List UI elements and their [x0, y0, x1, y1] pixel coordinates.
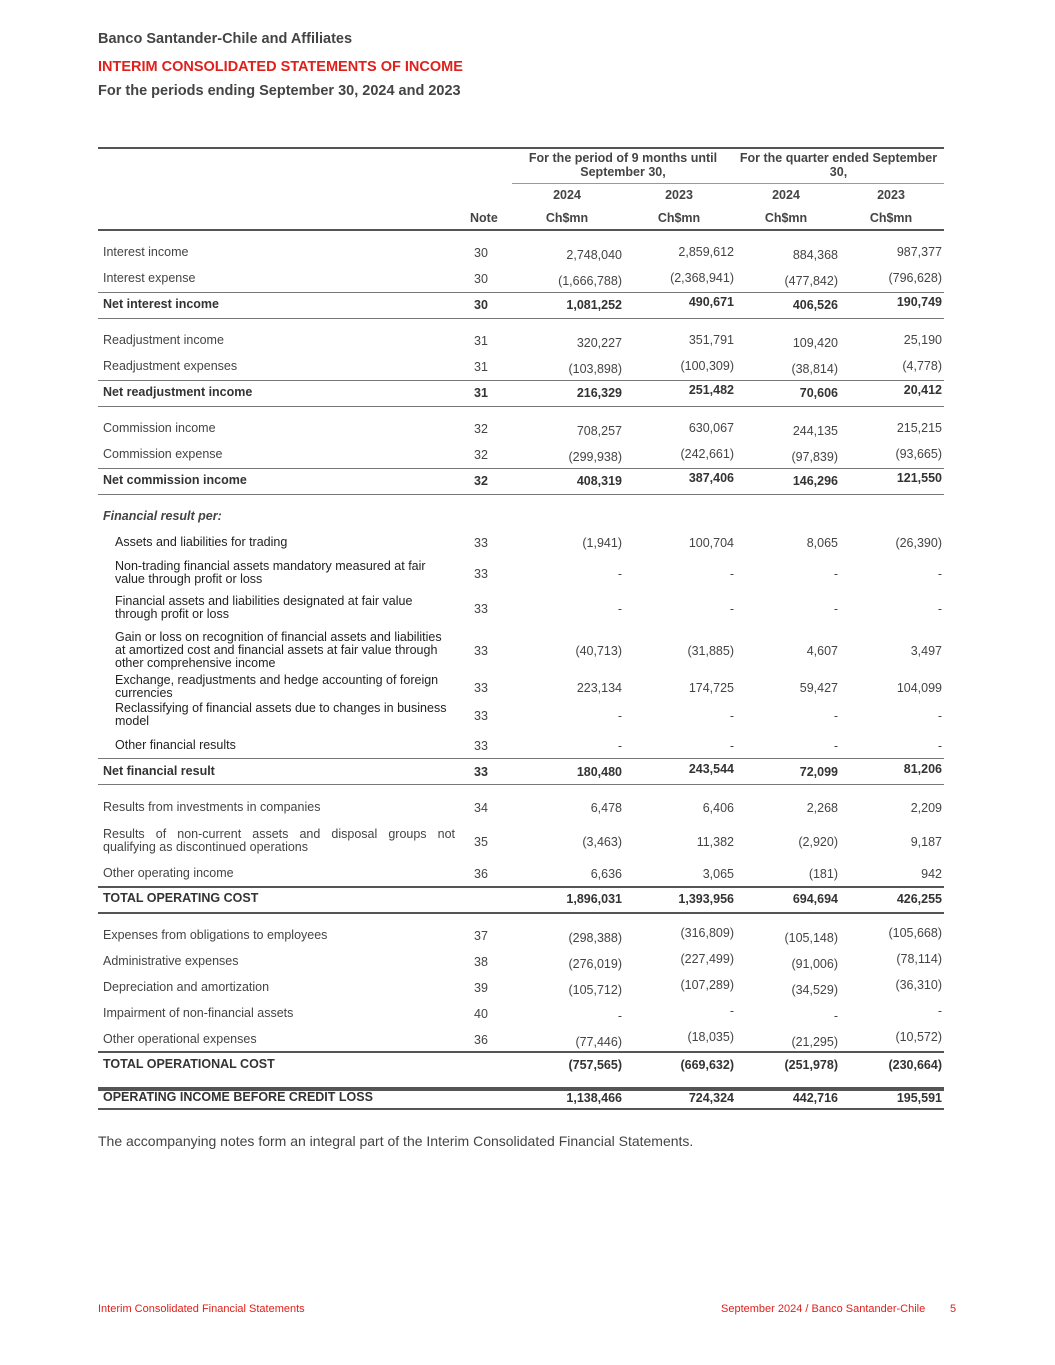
- row-value: (10,572): [895, 1030, 942, 1044]
- row-value: 2,748,040: [566, 248, 622, 262]
- row-value: -: [937, 708, 942, 723]
- year-header: 2024: [772, 188, 800, 202]
- row-value: 180,480: [576, 765, 622, 779]
- row-value: (26,390): [895, 536, 942, 550]
- column-group-quarter: For the quarter ended September 30,: [739, 151, 938, 179]
- row-value: -: [617, 601, 622, 616]
- row-label: Results from investments in companies: [103, 800, 321, 814]
- row-value: 70,606: [799, 386, 838, 400]
- row-note: 31: [474, 386, 488, 400]
- row-value: 59,427: [799, 680, 838, 695]
- row-value: 4,607: [806, 644, 838, 658]
- row-value: 387,406: [688, 471, 734, 485]
- row-value: 6,406: [702, 801, 734, 815]
- table-rule: [98, 886, 944, 888]
- row-value: 408,319: [576, 474, 622, 488]
- row-value: (38,814): [791, 362, 838, 376]
- row-value: (251,978): [784, 1058, 838, 1072]
- row-value: 243,544: [688, 762, 734, 776]
- row-value: (316,809): [680, 926, 734, 940]
- table-rule: [98, 292, 944, 293]
- row-note: 33: [474, 536, 488, 550]
- row-label: Other operating income: [103, 866, 234, 880]
- row-label: Results of non-current assets and disposal groups not qualifying as discontinued operations: [103, 827, 455, 854]
- row-note: 40: [474, 1007, 488, 1021]
- row-label: Readjustment expenses: [103, 359, 238, 373]
- row-label: Gain or loss on recognition of financial assets and liabilities at amortized cost and financial assets at fair value through other comprehensive income: [115, 630, 442, 670]
- row-label: Depreciation and amortization: [103, 980, 270, 994]
- row-value: -: [617, 708, 622, 723]
- table-rule: [98, 784, 944, 785]
- row-note: 33: [474, 680, 488, 695]
- table-rule: [98, 1108, 944, 1110]
- group-underline: [738, 183, 944, 184]
- row-value: (1,666,788): [558, 274, 622, 288]
- row-value: (36,310): [895, 978, 942, 992]
- row-value: 2,859,612: [678, 245, 734, 259]
- table-rule: [98, 912, 944, 914]
- row-value: 6,636: [590, 867, 622, 881]
- row-note: 31: [474, 360, 488, 374]
- row-note: 36: [474, 1033, 488, 1047]
- row-value: 146,296: [792, 474, 838, 488]
- row-value: -: [937, 739, 942, 753]
- row-value: 320,227: [576, 336, 622, 350]
- row-value: 884,368: [792, 248, 838, 262]
- row-label: Impairment of non-financial assets: [103, 1006, 294, 1020]
- row-label: Financial result per:: [103, 509, 222, 523]
- table-rule: [98, 1051, 944, 1053]
- row-value: 223,134: [576, 680, 622, 695]
- row-value: 351,791: [688, 333, 734, 347]
- row-note: 33: [474, 708, 488, 723]
- row-value: -: [729, 708, 734, 723]
- table-rule: [98, 758, 944, 759]
- row-value: 195,591: [896, 1091, 942, 1105]
- row-value: 216,329: [576, 386, 622, 400]
- year-header: 2023: [665, 188, 693, 202]
- row-value: (97,839): [791, 450, 838, 464]
- row-value: 121,550: [896, 471, 942, 485]
- row-note: 36: [474, 867, 488, 881]
- row-value: 244,135: [792, 424, 838, 438]
- row-value: (40,713): [575, 644, 622, 658]
- row-value: (31,885): [687, 644, 734, 658]
- row-value: 81,206: [903, 762, 942, 776]
- row-note: 32: [474, 474, 488, 488]
- row-value: 2,268: [806, 801, 838, 815]
- row-value: (477,842): [784, 274, 838, 288]
- row-label: Exchange, readjustments and hedge accounting of foreign currencies: [115, 673, 439, 700]
- row-note: 30: [474, 298, 488, 312]
- year-header: 2024: [553, 188, 581, 202]
- table-rule: [98, 406, 944, 407]
- row-label: Net financial result: [103, 764, 215, 778]
- row-note: 33: [474, 566, 488, 581]
- row-value: -: [729, 566, 734, 581]
- row-value: 9,187: [910, 834, 942, 849]
- row-value: 11,382: [696, 834, 734, 849]
- row-label: Net interest income: [103, 297, 220, 311]
- header-bottom-rule: [98, 229, 944, 231]
- row-value: 2,209: [910, 801, 942, 815]
- row-value: 1,896,031: [566, 892, 622, 906]
- row-value: 215,215: [896, 421, 942, 435]
- row-value: 20,412: [903, 383, 942, 397]
- row-value: -: [833, 1009, 838, 1023]
- row-label: Other financial results: [115, 738, 236, 752]
- row-value: 1,138,466: [566, 1091, 622, 1105]
- row-value: 100,704: [688, 536, 734, 550]
- row-value: (230,664): [888, 1058, 942, 1072]
- row-value: 987,377: [896, 245, 942, 259]
- row-label: Assets and liabilities for trading: [115, 535, 288, 549]
- row-label: Readjustment income: [103, 333, 224, 347]
- row-value: (298,388): [568, 931, 622, 945]
- row-value: 109,420: [792, 336, 838, 350]
- row-value: (21,295): [791, 1035, 838, 1049]
- row-value: 724,324: [688, 1091, 734, 1105]
- row-value: (91,006): [791, 957, 838, 971]
- row-value: 25,190: [903, 333, 942, 347]
- unit-header: Ch$mn: [869, 211, 913, 225]
- row-value: (757,565): [568, 1058, 622, 1072]
- row-value: (77,446): [575, 1035, 622, 1049]
- group-underline: [512, 183, 738, 184]
- row-value: 426,255: [896, 892, 942, 906]
- row-value: -: [833, 566, 838, 581]
- row-value: 8,065: [806, 536, 838, 550]
- row-value: (796,628): [888, 271, 942, 285]
- row-note: 38: [474, 955, 488, 969]
- row-label: Other operational expenses: [103, 1032, 257, 1046]
- row-value: (105,712): [568, 983, 622, 997]
- row-label: Commission income: [103, 421, 216, 435]
- row-label: Reclassifying of financial assets due to changes in business model: [115, 701, 447, 728]
- row-value: -: [617, 566, 622, 581]
- row-value: -: [937, 601, 942, 616]
- row-label: TOTAL OPERATIONAL COST: [103, 1057, 275, 1071]
- row-note: 33: [474, 739, 488, 753]
- row-value: (34,529): [791, 983, 838, 997]
- row-value: (105,668): [888, 926, 942, 940]
- row-value: 190,749: [896, 295, 942, 309]
- row-note: 39: [474, 981, 488, 995]
- row-label: TOTAL OPERATING COST: [103, 891, 259, 905]
- row-value: -: [617, 1009, 622, 1023]
- row-value: 708,257: [576, 424, 622, 438]
- row-value: (103,898): [568, 362, 622, 376]
- row-value: (4,778): [902, 359, 942, 373]
- row-value: (18,035): [687, 1030, 734, 1044]
- row-label: Non-trading financial assets mandatory measured at fair value through profit or loss: [115, 559, 426, 586]
- row-value: 3,497: [910, 644, 942, 658]
- footer-right: September 2024 / Banco Santander-Chile: [721, 1303, 926, 1315]
- row-value: 942: [921, 867, 942, 881]
- row-label: Commission expense: [103, 447, 223, 461]
- unit-header: Ch$mn: [657, 211, 701, 225]
- row-value: (3,463): [582, 834, 622, 849]
- row-value: (276,019): [568, 957, 622, 971]
- row-value: -: [729, 601, 734, 616]
- row-value: 406,526: [792, 298, 838, 312]
- row-value: 630,067: [688, 421, 734, 435]
- row-value: 251,482: [688, 383, 734, 397]
- table-rule: [98, 1089, 944, 1091]
- row-value: (242,661): [680, 447, 734, 461]
- row-note: 32: [474, 422, 488, 436]
- row-value: 1,393,956: [678, 892, 734, 906]
- row-value: (78,114): [896, 952, 942, 966]
- row-value: -: [937, 566, 942, 581]
- row-note: 37: [474, 929, 488, 943]
- row-value: (299,938): [568, 450, 622, 464]
- row-value: (107,289): [680, 978, 734, 992]
- table-rule: [98, 318, 944, 319]
- row-value: (181): [808, 867, 838, 881]
- row-label: Interest expense: [103, 271, 196, 285]
- footnote: The accompanying notes form an integral part of the Interim Consolidated Financial Statements.: [98, 1133, 694, 1149]
- row-note: 33: [474, 601, 488, 616]
- row-value: 694,694: [792, 892, 838, 906]
- row-value: -: [833, 739, 838, 753]
- row-note: 33: [474, 644, 488, 658]
- row-note: 33: [474, 765, 488, 779]
- row-note: 30: [474, 246, 488, 260]
- row-value: (105,148): [784, 931, 838, 945]
- column-group-nine-months: For the period of 9 months until September 30,: [528, 151, 718, 179]
- row-note: 35: [474, 834, 488, 849]
- row-value: -: [617, 739, 622, 753]
- row-note: 34: [474, 801, 488, 815]
- row-label: Net commission income: [103, 473, 247, 487]
- company-name: Banco Santander-Chile and Affiliates: [98, 31, 353, 47]
- row-label: Financial assets and liabilities designated at fair value through profit or loss: [115, 594, 413, 621]
- row-value: (2,920): [798, 834, 838, 849]
- page-number: 5: [950, 1303, 957, 1315]
- year-header: 2023: [877, 188, 905, 202]
- row-value: 3,065: [702, 867, 734, 881]
- row-value: 174,725: [688, 680, 734, 695]
- table-rule: [98, 494, 944, 495]
- row-value: (227,499): [680, 952, 734, 966]
- row-value: -: [833, 601, 838, 616]
- row-note: 32: [474, 448, 488, 462]
- row-note: 31: [474, 334, 488, 348]
- row-note: 30: [474, 272, 488, 286]
- footer-left: Interim Consolidated Financial Statements: [98, 1303, 305, 1315]
- table-rule: [98, 380, 944, 381]
- row-value: -: [729, 739, 734, 753]
- row-value: -: [833, 708, 838, 723]
- row-value: 442,716: [792, 1091, 838, 1105]
- row-value: 72,099: [799, 765, 838, 779]
- statement-period: For the periods ending September 30, 2024 and 2023: [98, 83, 461, 99]
- row-label: Interest income: [103, 245, 189, 259]
- row-label: Administrative expenses: [103, 954, 239, 968]
- row-value: (669,632): [680, 1058, 734, 1072]
- row-value: (93,665): [895, 447, 942, 461]
- row-value: (1,941): [582, 536, 622, 550]
- row-value: 104,099: [896, 680, 942, 695]
- unit-header: Ch$mn: [764, 211, 808, 225]
- row-value: (100,309): [680, 359, 734, 373]
- row-value: -: [729, 1004, 734, 1018]
- row-value: (2,368,941): [670, 271, 734, 285]
- row-value: 490,671: [688, 295, 734, 309]
- table-rule: [98, 468, 944, 469]
- statement-title: INTERIM CONSOLIDATED STATEMENTS OF INCOME: [98, 59, 463, 75]
- row-label: Expenses from obligations to employees: [103, 928, 328, 942]
- row-value: 6,478: [590, 801, 622, 815]
- row-value: -: [937, 1004, 942, 1018]
- note-column-header: Note: [470, 211, 498, 225]
- table-top-rule: [98, 147, 944, 149]
- row-label: OPERATING INCOME BEFORE CREDIT LOSS: [103, 1090, 373, 1104]
- row-label: Net readjustment income: [103, 385, 253, 399]
- unit-header: Ch$mn: [545, 211, 589, 225]
- row-value: 1,081,252: [566, 298, 622, 312]
